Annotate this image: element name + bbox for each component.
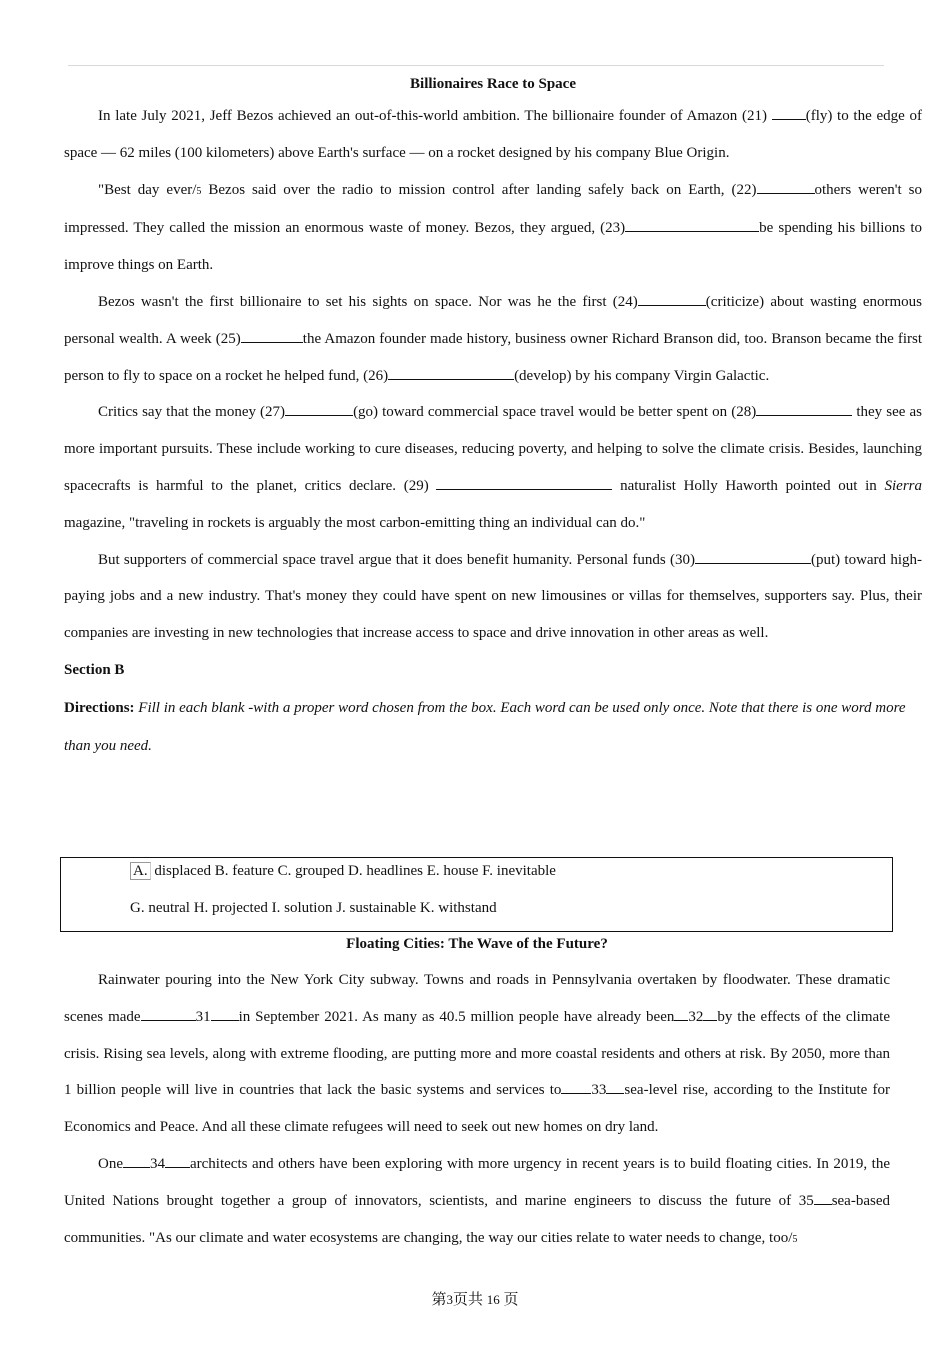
header-rule: [68, 65, 884, 66]
text: (go) toward commercial space travel would be better spent on (28): [353, 404, 757, 421]
text: Bezos said over the radio to mission control after landing safely back on Earth, (22): [201, 181, 757, 198]
text: magazine, "traveling in rockets is arguably the most carbon-emitting thing an individual can do.": [64, 514, 646, 531]
text: by the effects of the climate crisis. Rising sea levels, along with extreme flooding, are putting more and more coastal residents and others at risk. By 2050, more than 1 billion people will live in countries that lack the basic systems and services to: [64, 1008, 890, 1099]
text: One: [98, 1155, 123, 1172]
blank-number-35: 35: [798, 1192, 814, 1209]
blank-32-left[interactable]: [674, 1005, 688, 1021]
passage-title-2: Floating Cities: The Wave of the Future?: [346, 936, 608, 952]
paragraph-6: [64, 962, 890, 1146]
blank-number-34: 34: [150, 1155, 165, 1172]
blank-29[interactable]: [436, 474, 612, 490]
blank-34-left[interactable]: [123, 1152, 150, 1168]
blank-number-31: 31: [195, 1008, 211, 1025]
page-number: 3: [446, 1292, 453, 1307]
option-tag: A.: [130, 862, 151, 880]
blank-24[interactable]: [638, 290, 706, 306]
magazine-name: Sierra: [884, 477, 922, 494]
blank-33-right[interactable]: [606, 1078, 624, 1094]
text: sea-based communities. "As our climate and water ecosystems are changing, the way our cities relate to water needs to change, too/: [64, 1192, 890, 1246]
blank-22[interactable]: [757, 178, 815, 194]
footer-text: 第: [431, 1292, 447, 1308]
page-footer: [0, 1288, 950, 1309]
paragraph-4: [64, 394, 922, 541]
text: others weren't so impressed. They called the mission an enormous waste of money. Bezos, they argued, (23): [64, 181, 922, 237]
directions-text: Fill in each blank -with a proper word chosen from the box. Each word can be used only once. Note that there is one word more than you need.: [64, 699, 906, 754]
text: the Amazon founder made history, business owner Richard Branson did, too. Branson became the first person to fly to space on a rocket he helped fund, (26): [64, 330, 922, 384]
blank-33-left[interactable]: [561, 1078, 591, 1094]
text: in September 2021. As many as 40.5 million people have already been: [238, 1008, 675, 1025]
word-box-row-1: [130, 860, 556, 882]
text: (fly) to the edge of space — 62 miles (100 kilometers) above Earth's surface — on a rocket designed by his company Blue Origin.: [64, 108, 922, 161]
word-box: [60, 857, 893, 932]
passage-section-b: [64, 962, 890, 1258]
options-text: displaced B. feature C. grouped D. headlines E. house F. inevitable: [150, 863, 556, 879]
blank-28[interactable]: [756, 400, 852, 416]
blank-31-left[interactable]: [141, 1005, 196, 1021]
paragraph-1: [64, 98, 922, 172]
blank-34-right[interactable]: [165, 1152, 190, 1168]
text: In late July 2021, Jeff Bezos achieved an out-of-this-world ambition. The billionaire founder of Amazon (21): [98, 108, 772, 124]
blank-32-right[interactable]: [703, 1005, 717, 1021]
section-heading: Section B: [64, 661, 125, 678]
paragraph-7: [64, 1146, 890, 1258]
text-mark: 5: [792, 1233, 798, 1245]
text: architects and others have been exploring with more urgency in recent years is to build floating cities. In 2019, the United Nations brought together a group of innovators, scientists, and marine engineers to discuss the future of: [64, 1155, 890, 1209]
text: naturalist Holly Haworth pointed out in: [612, 477, 885, 494]
blank-30[interactable]: [695, 548, 811, 564]
blank-31-right[interactable]: [211, 1005, 239, 1021]
blank-number-33: 33: [591, 1082, 607, 1099]
blank-35-right[interactable]: [814, 1189, 832, 1205]
text: Critics say that the money (27): [98, 404, 286, 421]
text: they see as more important pursuits. These include working to cure diseases, reducing poverty, and helping to solve the climate crisis. Besides, launching spacecrafts is harmful to the planet, critics declare. (29): [64, 404, 922, 494]
paragraph-5: [64, 542, 922, 652]
blank-23[interactable]: [625, 216, 759, 232]
passage-title: Billionaires Race to Space: [410, 76, 576, 92]
word-box-row-2: G. neutral H. projected I. solution J. sustainable K. withstand: [130, 900, 497, 916]
directions-label: Directions:: [64, 699, 135, 716]
text: (criticize) about wasting enormous personal wealth. A week (25): [64, 293, 922, 347]
text: be spending his billions to improve things on Earth.: [64, 220, 923, 274]
text: But supporters of commercial space travel argue that it does benefit humanity. Personal funds (30): [98, 551, 695, 568]
paragraph-2: [64, 172, 922, 284]
footer-text: 页共: [452, 1292, 487, 1308]
blank-25[interactable]: [241, 327, 303, 343]
text: sea-level rise, according to the Institute for Economics and Peace. And all these climate refugees will need to seek out new homes on dry land.: [64, 1082, 890, 1136]
passage-section-a: [64, 70, 922, 765]
text: (develop) by his company Virgin Galactic.: [514, 367, 770, 384]
text: "Best day ever/: [98, 181, 197, 198]
text: (put) toward high-paying jobs and a new industry. That's money they could have spent on new limousines or villas for themselves, supporters say. Plus, their companies are investing in new technologies that increase access to space and drive innovation in other areas as well.: [64, 551, 922, 642]
text: Bezos wasn't the first billionaire to set his sights on space. Nor was he the first (24): [98, 293, 638, 310]
directions: [64, 689, 922, 765]
footer-text: 页: [499, 1292, 519, 1308]
text: Rainwater pouring into the New York City subway. Towns and roads in Pennsylvania overtaken by floodwater. These dramatic scenes made: [64, 972, 890, 1025]
blank-27[interactable]: [285, 400, 353, 416]
blank-21[interactable]: [772, 104, 806, 120]
blank-26[interactable]: [388, 364, 514, 380]
text-mark: 5: [196, 185, 202, 197]
paragraph-3: [64, 284, 922, 394]
blank-number-32: 32: [688, 1008, 704, 1025]
page-total: 16: [486, 1292, 500, 1307]
